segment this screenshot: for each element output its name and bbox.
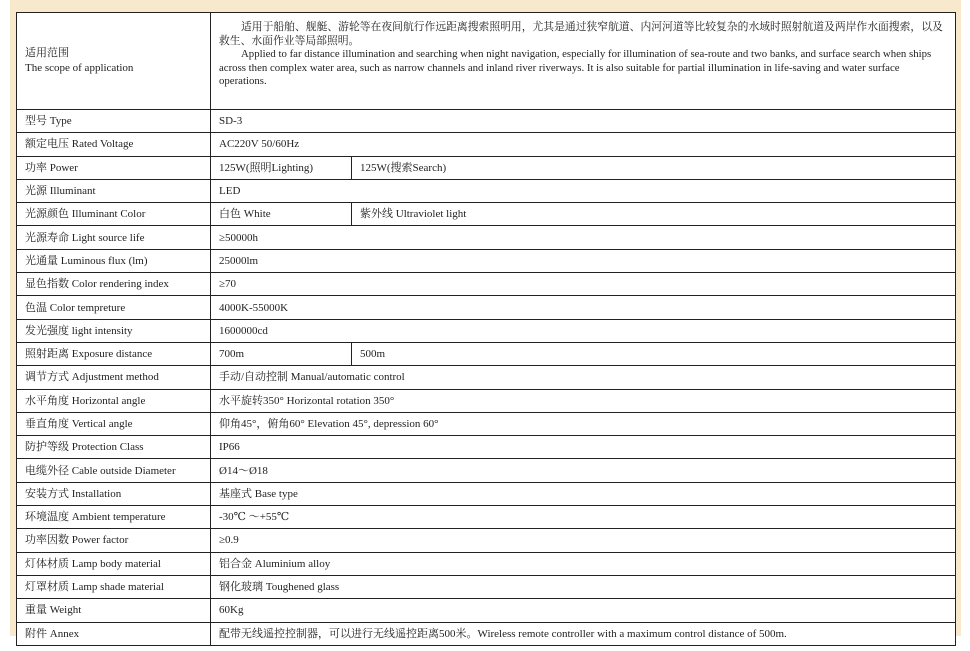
spec-label: 灯罩材质 Lamp shade material — [17, 575, 211, 598]
spec-row — [17, 412, 956, 435]
spec-value: 4000K-55000K — [211, 296, 956, 319]
spec-value: 125W(照明Lighting) — [211, 156, 352, 179]
spec-value: ≥0.9 — [211, 529, 956, 552]
spec-value: -30℃ ～+55℃ — [211, 506, 956, 529]
spec-value: ≥70 — [211, 273, 956, 296]
spec-label: 光源寿命 Light source life — [17, 226, 211, 249]
spec-label: 水平角度 Horizontal angle — [17, 389, 211, 412]
spec-label: 环境温度 Ambient temperature — [17, 506, 211, 529]
scope-label-cn: 适用范围 — [25, 47, 69, 59]
scope-text-en: Applied to far distance illumination and searching when night navigation, especially for illumination of sea-route and two banks, and surface search when ships across then complex water area, such as narrow channels and inland river riverways. It is also suitable for partial illumination in life-saving and water surface operations. — [219, 48, 932, 87]
spec-row — [17, 133, 956, 156]
spec-value: 钢化玻璃 Toughened glass — [211, 575, 956, 598]
spec-value: SD-3 — [211, 110, 956, 133]
spec-value: 1600000cd — [211, 319, 956, 342]
spec-value-secondary: 紫外线 Ultraviolet light — [352, 203, 956, 226]
spec-label: 光源颜色 Illuminant Color — [17, 203, 211, 226]
spec-label: 功率 Power — [17, 156, 211, 179]
spec-row — [17, 552, 956, 575]
spec-label: 额定电压 Rated Voltage — [17, 133, 211, 156]
spec-label: 安装方式 Installation — [17, 482, 211, 505]
spec-row — [17, 226, 956, 249]
spec-row — [17, 389, 956, 412]
spec-row — [17, 506, 956, 529]
spec-value: 白色 White — [211, 203, 352, 226]
spec-row — [17, 203, 956, 226]
spec-value: 基座式 Base type — [211, 482, 956, 505]
spec-row — [17, 110, 956, 133]
spec-label: 功率因数 Power factor — [17, 529, 211, 552]
spec-row — [17, 296, 956, 319]
spec-value: 25000lm — [211, 249, 956, 272]
spec-value: 700m — [211, 342, 352, 365]
spec-row — [17, 622, 956, 645]
spec-value: LED — [211, 179, 956, 202]
spec-row — [17, 273, 956, 296]
spec-value: 手动/自动控制 Manual/automatic control — [211, 366, 956, 389]
spec-row — [17, 529, 956, 552]
spec-row — [17, 156, 956, 179]
scope-label — [17, 13, 211, 110]
spec-sheet-frame — [10, 0, 961, 640]
spec-row — [17, 179, 956, 202]
spec-row — [17, 599, 956, 622]
spec-label: 电缆外径 Cable outside Diameter — [17, 459, 211, 482]
spec-label: 垂直角度 Vertical angle — [17, 412, 211, 435]
spec-label: 色温 Color tempreture — [17, 296, 211, 319]
spec-value: ≥50000h — [211, 226, 956, 249]
spec-value: Ø14～Ø18 — [211, 459, 956, 482]
spec-label: 型号 Type — [17, 110, 211, 133]
spec-value: IP66 — [211, 436, 956, 459]
spec-row — [17, 342, 956, 365]
spec-row — [17, 249, 956, 272]
spec-row — [17, 459, 956, 482]
spec-value: 60Kg — [211, 599, 956, 622]
spec-label: 附件 Annex — [17, 622, 211, 645]
spec-label: 光通量 Luminous flux (lm) — [17, 249, 211, 272]
specification-table — [16, 12, 956, 646]
spec-label: 灯体材质 Lamp body material — [17, 552, 211, 575]
spec-value-secondary: 500m — [352, 342, 956, 365]
spec-row — [17, 575, 956, 598]
spec-label: 照射距离 Exposure distance — [17, 342, 211, 365]
spec-value: 铝合金 Aluminium alloy — [211, 552, 956, 575]
spec-value: 仰角45°，俯角60° Elevation 45°, depression 60° — [211, 412, 956, 435]
spec-label: 光源 Illuminant — [17, 179, 211, 202]
scope-label-en: The scope of application — [25, 62, 134, 74]
spec-label: 重量 Weight — [17, 599, 211, 622]
spec-label: 发光强度 light intensity — [17, 319, 211, 342]
spec-row — [17, 319, 956, 342]
spec-value: AC220V 50/60Hz — [211, 133, 956, 156]
spec-row — [17, 366, 956, 389]
spec-label: 显色指数 Color rendering index — [17, 273, 211, 296]
spec-value: 水平旋转350° Horizontal rotation 350° — [211, 389, 956, 412]
scope-text-cn: 适用于船舶、舰艇、游轮等在夜间航行作远距离搜索照明用，尤其是通过狭窄航道、内河河道等比较复杂的水域时照射航道及两岸作水面搜索，以及救生、水面作业等局部照明。 — [219, 21, 943, 47]
spec-row — [17, 482, 956, 505]
spec-row — [17, 436, 956, 459]
scope-row — [17, 13, 956, 110]
spec-label: 防护等级 Protection Class — [17, 436, 211, 459]
spec-label: 调节方式 Adjustment method — [17, 366, 211, 389]
scope-description — [211, 13, 956, 110]
spec-value: 配带无线遥控控制器，可以进行无线遥控距离500米。Wireless remote controller with a maximum control distance of 500m. — [211, 622, 956, 645]
spec-value-secondary: 125W(搜索Search) — [352, 156, 956, 179]
